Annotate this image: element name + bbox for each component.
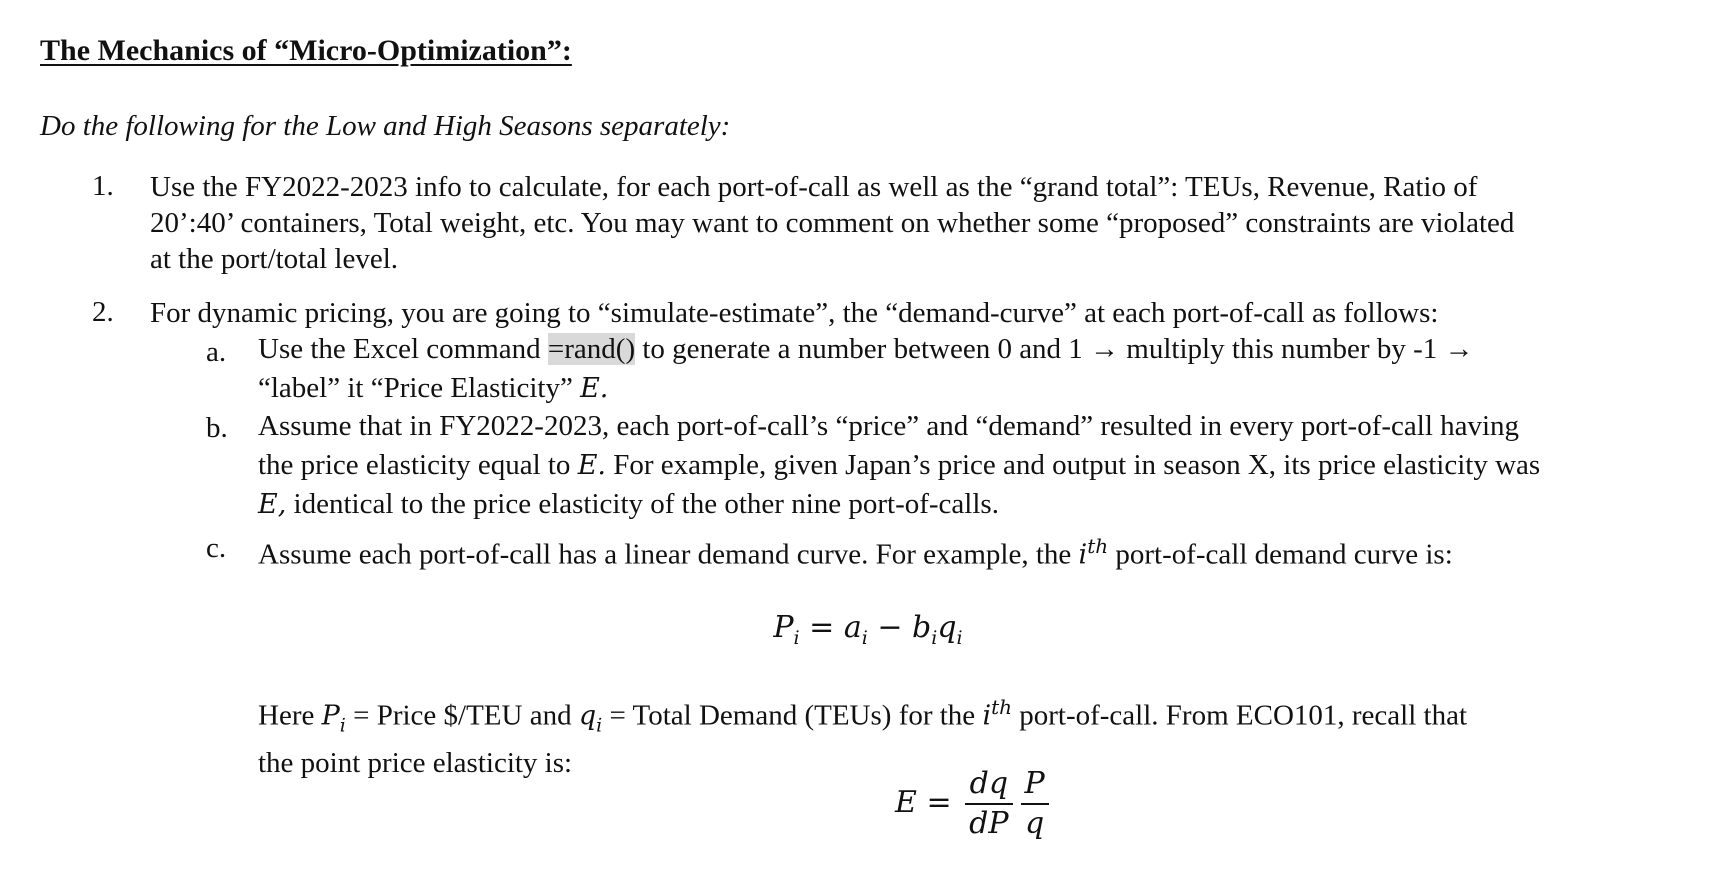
eq-q: q <box>937 610 957 645</box>
eq-a: a <box>843 610 862 645</box>
sub-letter-b: b. <box>206 412 228 444</box>
eq-minus: − <box>867 610 913 645</box>
excel-rand-command: =rand() <box>547 333 636 365</box>
list-item-1-line-1: Use the FY2022-2023 info to calculate, for each port-of-call as well as the “grand total”: TEUs, Revenue, Ratio of <box>150 171 1478 203</box>
frac-num: P <box>1021 765 1049 805</box>
superscript-th: th <box>1087 534 1109 558</box>
quantity-symbol: q <box>578 700 597 732</box>
elasticity-equation <box>895 765 1053 843</box>
elasticity-symbol: E. <box>580 373 609 404</box>
sub-item-b-line-2-end: For example, given Japan’s price and output in season X, its price elasticity was <box>605 449 1541 481</box>
eq2-lhs: E <box>895 785 917 820</box>
frac-den: dP <box>969 806 1009 841</box>
superscript-th: th <box>991 695 1012 719</box>
eq-b: b <box>912 610 932 645</box>
sub-item-c-text: Assume each port-of-call has a linear demand curve. For example, the <box>258 538 1079 571</box>
eq-sub: i <box>861 627 868 649</box>
fraction-dq-dp <box>965 765 1012 843</box>
sub-item-b <box>258 407 1718 524</box>
list-number-1: 1. <box>92 170 114 202</box>
here-text-3: = Total Demand (TEUs) for the <box>602 699 983 732</box>
here-line-2: the point price elasticity is: <box>258 747 573 780</box>
eq-price: P <box>773 610 794 645</box>
sub-item-a-line-2: “label” it “Price Elasticity” <box>258 372 581 404</box>
sub-item-c-text-2: port-of-call demand curve is: <box>1108 538 1453 571</box>
sub-letter-c: c. <box>206 532 227 564</box>
sub-item-a-text: Use the Excel command <box>258 333 548 365</box>
quantity-subscript: i <box>596 714 603 737</box>
sub-item-b-line-2: the price elasticity equal to <box>258 449 578 481</box>
section-title: The Mechanics of “Micro-Optimization”: <box>40 34 572 67</box>
index-i-symbol: i <box>982 700 992 732</box>
list-item-2: For dynamic pricing, you are going to “simulate-estimate”, the “demand-curve” at each port-of-call as follows: <box>150 297 1439 329</box>
demand-curve-equation <box>0 610 1736 649</box>
eq-equals: = <box>799 610 844 645</box>
instruction-subtitle: Do the following for the Low and High Seasons separately: <box>40 110 731 142</box>
sub-item-b-line-3: identical to the price elasticity of the other nine port-of-calls. <box>286 488 999 520</box>
eq-sub: i <box>793 627 800 649</box>
price-subscript: i <box>339 714 346 737</box>
list-item-1-line-3: at the port/total level. <box>150 243 399 275</box>
elasticity-symbol: E. <box>577 450 606 481</box>
sub-item-b-line-1: Assume that in FY2022-2023, each port-of-call’s “price” and “demand” resulted in every port-of-call having <box>258 410 1520 442</box>
sub-item-c <box>258 527 1718 575</box>
price-symbol: P <box>321 700 340 732</box>
index-i-symbol: i <box>1078 539 1088 571</box>
list-item-1-line-2: 20’:40’ containers, Total weight, etc. You may want to comment on whether some “proposed” constraints are violated <box>150 207 1515 239</box>
sub-item-a-text-2: to generate a number between 0 and 1 → multiply this number by -1 → <box>635 333 1474 365</box>
fraction-p-q <box>1021 765 1049 843</box>
here-text: Here <box>258 699 322 732</box>
list-item-1 <box>150 169 1710 277</box>
sub-item-a <box>258 330 1718 408</box>
eq2-equals: = <box>916 785 962 820</box>
frac-den: q <box>1025 806 1045 841</box>
list-number-2: 2. <box>92 296 114 328</box>
sub-letter-a: a. <box>206 336 227 368</box>
here-text-4: port-of-call. From ECO101, recall that <box>1012 699 1468 732</box>
here-text-2: = Price $/TEU and <box>345 699 579 732</box>
elasticity-symbol: E, <box>258 489 287 520</box>
frac-num: dq <box>965 765 1012 805</box>
eq-sub: i <box>956 627 963 649</box>
eq-sub: i <box>931 627 938 649</box>
